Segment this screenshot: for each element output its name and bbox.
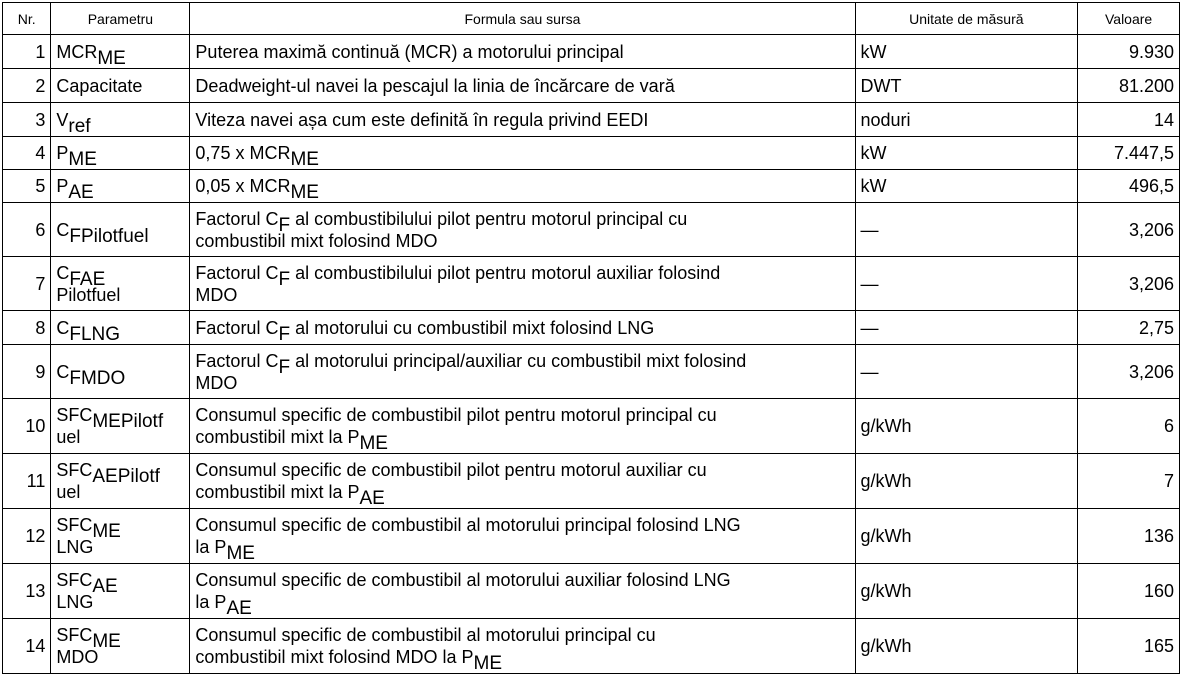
parameter-line-1 (56, 569, 184, 597)
formula-text: la P (195, 537, 227, 557)
unit-cell: kW (855, 137, 1078, 170)
formula-line-1 (195, 350, 849, 378)
formula-cell (190, 257, 855, 311)
formula-text: Factorul C (195, 350, 279, 371)
row-number: 6 (3, 203, 51, 257)
parameter-subscript: AE (68, 182, 94, 203)
unit-cell: DWT (855, 69, 1078, 103)
row-number: 10 (3, 399, 51, 454)
row-number: 3 (3, 103, 51, 137)
formula-line-1: Consumul specific de combustibil al motorului principal folosind LNG (195, 515, 741, 535)
parameter-line-2: uel (56, 482, 81, 502)
parameter-subscript: ME (97, 47, 126, 69)
row-number: 7 (3, 257, 51, 311)
row-number: 1 (3, 35, 51, 69)
formula-text: combustibil mixt la P (195, 482, 360, 502)
parameter-line-2: LNG (56, 592, 94, 612)
table-row (3, 454, 1180, 509)
table-row (3, 170, 1180, 203)
parameter-subscript: FPilotfuel (69, 225, 149, 247)
parameter-symbol: C (56, 361, 70, 382)
formula-line-1: Consumul specific de combustibil pilot pentru motorul auxiliar cu (195, 460, 707, 480)
parameter-cell (51, 170, 190, 203)
formula-subscript: ME (290, 149, 319, 170)
parameter-symbol: MCR (56, 41, 98, 62)
parameter-symbol: SFC (56, 460, 93, 480)
parameter-cell (51, 509, 190, 564)
formula-text: Factorul C (195, 262, 279, 283)
row-number: 12 (3, 509, 51, 564)
formula-text: al combustibilului pilot pentru motorul principal cu (290, 208, 688, 229)
parameter-line-1 (56, 459, 184, 487)
table-row (3, 399, 1180, 454)
unit-cell: — (855, 311, 1078, 345)
unit-cell: g/kWh (855, 564, 1078, 619)
parameter-subscript: ME (92, 521, 121, 542)
parameter-symbol: SFC (56, 405, 93, 425)
parameter-symbol: SFC (56, 515, 93, 535)
value-cell: 7 (1078, 454, 1180, 509)
value-cell: 3,206 (1078, 203, 1180, 257)
parameter-subscript: MEPilotf (92, 411, 164, 432)
table-row (3, 257, 1180, 311)
row-number: 11 (3, 454, 51, 509)
parameter-line-1 (56, 514, 184, 542)
parameter-symbol: V (56, 109, 69, 130)
row-number: 5 (3, 170, 51, 203)
table-row (3, 69, 1180, 103)
formula-cell: Deadweight-ul navei la pescajul la linia de încărcare de vară (190, 69, 855, 103)
formula-subscript: AE (226, 598, 252, 619)
formula-cell (190, 311, 855, 345)
row-number: 9 (3, 345, 51, 399)
parameter-cell (51, 257, 190, 311)
value-cell: 136 (1078, 509, 1180, 564)
parameter-subscript: FLNG (69, 323, 121, 345)
parameter-line-2: LNG (56, 537, 94, 557)
parameter-subscript: ME (92, 631, 121, 652)
formula-subscript: ME (290, 182, 319, 203)
formula-cell (190, 564, 855, 619)
table-row (3, 564, 1180, 619)
formula-cell: Puterea maximă continuă (MCR) a motorului principal (190, 35, 855, 69)
value-cell: 3,206 (1078, 257, 1180, 311)
formula-subscript: ME (226, 543, 255, 564)
parameter-symbol: P (56, 143, 69, 163)
formula-text: Factorul C (195, 208, 279, 229)
value-cell: 2,75 (1078, 311, 1180, 345)
formula-subscript: F (278, 268, 291, 290)
table-header-row (3, 3, 1180, 35)
row-number: 4 (3, 137, 51, 170)
unit-cell: g/kWh (855, 509, 1078, 564)
unit-cell: — (855, 257, 1078, 311)
parameter-subscript: ME (68, 149, 97, 170)
formula-text: combustibil mixt la P (195, 427, 360, 447)
parameter-cell (51, 103, 190, 137)
table-row (3, 137, 1180, 170)
formula-line-2 (195, 536, 849, 564)
formula-text: al motorului cu combustibil mixt folosind LNG (290, 317, 655, 338)
row-number: 2 (3, 69, 51, 103)
parameter-cell (51, 619, 190, 674)
unit-cell: g/kWh (855, 619, 1078, 674)
parameter-symbol: SFC (56, 625, 93, 645)
table-row (3, 509, 1180, 564)
formula-subscript: ME (359, 433, 388, 454)
formula-subscript: F (278, 214, 291, 236)
unit-cell: g/kWh (855, 454, 1078, 509)
parameter-cell (51, 399, 190, 454)
value-cell: 6 (1078, 399, 1180, 454)
unit-cell: — (855, 345, 1078, 399)
header-nr: Nr. (3, 3, 51, 35)
formula-subscript: F (278, 323, 291, 345)
table-row (3, 203, 1180, 257)
table-row (3, 311, 1180, 345)
formula-text: la P (195, 592, 227, 612)
formula-cell (190, 170, 855, 203)
parameter-subscript: AEPilotf (92, 466, 160, 487)
formula-line-2 (195, 591, 849, 619)
unit-cell: g/kWh (855, 399, 1078, 454)
parameter-line-1 (56, 404, 184, 432)
formula-subscript: ME (473, 653, 503, 674)
table-row (3, 103, 1180, 137)
formula-subscript: AE (359, 488, 385, 509)
parameter-symbol: SFC (56, 570, 93, 590)
formula-line-1: Consumul specific de combustibil al motorului auxiliar folosind LNG (195, 570, 731, 590)
formula-text: 0,75 x MCR (195, 143, 291, 163)
parameter-symbol: C (56, 262, 70, 283)
formula-text: combustibil mixt folosind MDO la P (195, 647, 474, 667)
formula-cell (190, 509, 855, 564)
formula-cell (190, 399, 855, 454)
value-cell: 3,206 (1078, 345, 1180, 399)
formula-text: al combustibilului pilot pentru motorul auxiliar folosind (290, 262, 721, 283)
formula-line-2 (195, 426, 849, 454)
unit-cell: noduri (855, 103, 1078, 137)
value-cell: 14 (1078, 103, 1180, 137)
formula-line-2: combustibil mixt folosind MDO (195, 230, 438, 251)
row-number: 8 (3, 311, 51, 345)
parameters-table (2, 2, 1180, 674)
header-value: Valoare (1078, 3, 1180, 35)
formula-line-2: MDO (195, 372, 238, 393)
row-number: 14 (3, 619, 51, 674)
parameter-cell (51, 454, 190, 509)
parameter-symbol: P (56, 176, 69, 196)
unit-cell: kW (855, 35, 1078, 69)
parameter-symbol: C (56, 219, 70, 240)
parameter-line-1 (56, 262, 184, 290)
parameter-cell (51, 345, 190, 399)
value-cell: 81.200 (1078, 69, 1180, 103)
header-parameter: Parametru (51, 3, 190, 35)
parameter-cell (51, 311, 190, 345)
formula-cell (190, 454, 855, 509)
formula-cell (190, 345, 855, 399)
parameter-cell (51, 137, 190, 170)
formula-line-1: Consumul specific de combustibil pilot pentru motorul principal cu (195, 405, 717, 425)
unit-cell: kW (855, 170, 1078, 203)
parameter-subscript: AE (92, 576, 118, 597)
value-cell: 165 (1078, 619, 1180, 674)
formula-cell (190, 203, 855, 257)
formula-line-2: MDO (195, 284, 238, 305)
formula-line-1 (195, 208, 849, 236)
formula-text: Factorul C (195, 317, 279, 338)
formula-text: 0,05 x MCR (195, 176, 291, 196)
parameter-cell (51, 203, 190, 257)
parameter-line-1 (56, 624, 184, 652)
value-cell: 160 (1078, 564, 1180, 619)
parameter-subscript: FMDO (69, 367, 126, 389)
value-cell: 7.447,5 (1078, 137, 1180, 170)
parameter-line-2: Pilotfuel (56, 284, 121, 305)
parameter-subscript: ref (68, 115, 91, 137)
parameter-line-2: uel (56, 427, 81, 447)
parameter-cell (51, 564, 190, 619)
formula-line-2 (195, 481, 849, 509)
parameter-symbol: C (56, 317, 70, 338)
parameter-line-2: MDO (56, 647, 99, 667)
unit-cell: — (855, 203, 1078, 257)
row-number: 13 (3, 564, 51, 619)
value-cell: 9.930 (1078, 35, 1180, 69)
parameter-cell: Capacitate (51, 69, 190, 103)
parameter-cell (51, 35, 190, 69)
formula-line-1: Consumul specific de combustibil al motorului principal cu (195, 625, 656, 645)
table-row (3, 619, 1180, 674)
value-cell: 496,5 (1078, 170, 1180, 203)
table-row (3, 35, 1180, 69)
table-row (3, 345, 1180, 399)
formula-cell: Viteza navei așa cum este definită în regula privind EEDI (190, 103, 855, 137)
header-unit: Unitate de măsură (855, 3, 1078, 35)
formula-text: al motorului principal/auxiliar cu combustibil mixt folosind (290, 350, 747, 371)
formula-line-1 (195, 262, 849, 290)
formula-subscript: F (278, 356, 291, 378)
header-formula: Formula sau sursa (190, 3, 855, 35)
parameter-subscript: FAE (69, 268, 106, 290)
formula-cell (190, 137, 855, 170)
formula-line-2 (195, 646, 849, 674)
formula-cell (190, 619, 855, 674)
